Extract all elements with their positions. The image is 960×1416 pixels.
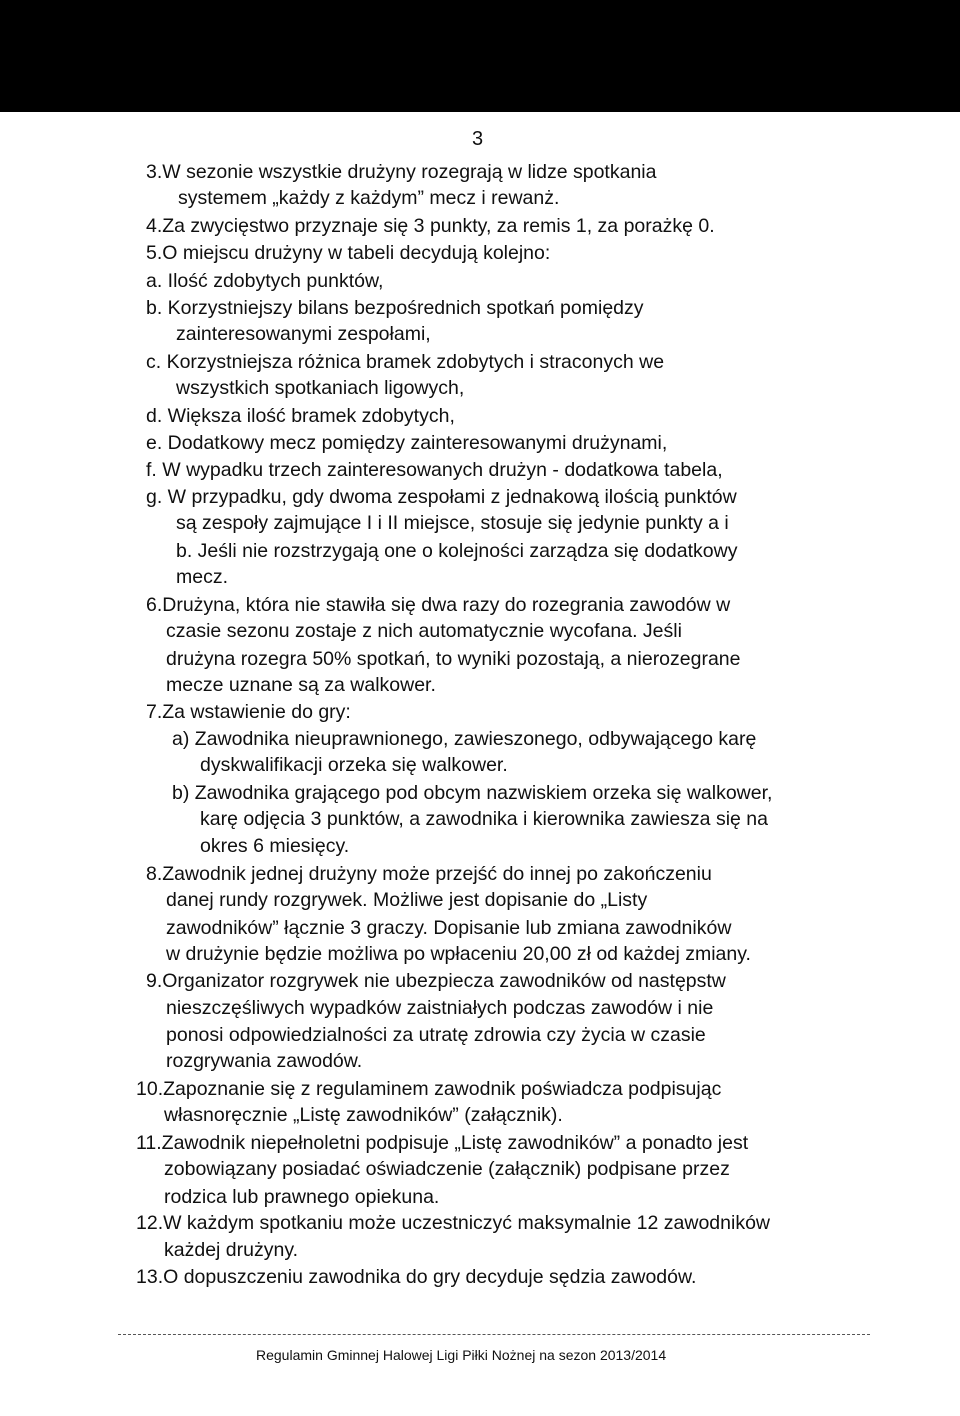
rule-9-line-3: ponosi odpowiedzialności za utratę zdrowia czy życia w czasie xyxy=(166,1024,706,1046)
rule-3-line-2: systemem „każdy z każdym” mecz i rewanż. xyxy=(178,187,560,209)
rule-5-line-1: 5.O miejscu drużyny w tabeli decydują kolejno: xyxy=(146,242,551,264)
rule-10-line-1: 10.Zapoznanie się z regulaminem zawodnik poświadcza podpisując xyxy=(136,1078,722,1100)
rule-12-line-2: każdej drużyny. xyxy=(164,1239,299,1261)
rule-9-line-4: rozgrywania zawodów. xyxy=(166,1050,363,1072)
rule-6-line-4: mecze uznane są za walkower. xyxy=(166,674,436,696)
rule-8-line-4: w drużynie będzie możliwa po wpłaceniu 20,00 zł od każdej zmiany. xyxy=(166,943,751,965)
rule-5b-line-2: zainteresowanymi zespołami, xyxy=(176,323,431,345)
rule-10-line-2: własnoręcznie „Listę zawodników” (załącznik). xyxy=(164,1104,563,1126)
rule-8-line-3: zawodników” łącznie 3 graczy. Dopisanie lub zmiana zawodników xyxy=(166,917,732,939)
rule-13-line-1: 13.O dopuszczeniu zawodnika do gry decyduje sędzia zawodów. xyxy=(136,1266,697,1288)
rule-9-line-2: nieszczęśliwych wypadków zaistniałych podczas zawodów i nie xyxy=(166,997,714,1019)
rule-5e-line-1: e. Dodatkowy mecz pomiędzy zainteresowanymi drużynami, xyxy=(146,432,668,454)
rule-5c-line-2: wszystkich spotkaniach ligowych, xyxy=(176,377,465,399)
rule-3-line-1: 3.W sezonie wszystkie drużyny rozegrają w lidze spotkania xyxy=(146,161,657,183)
rule-5a-line-1: a. Ilość zdobytych punktów, xyxy=(146,270,384,292)
rule-9-line-1: 9.Organizator rozgrywek nie ubezpiecza zawodników od następstw xyxy=(146,970,726,992)
rule-8-line-2: danej rundy rozgrywek. Możliwe jest dopisanie do „Listy xyxy=(166,889,648,911)
rule-5g-line-3: b. Jeśli nie rozstrzygają one o kolejności zarządza się dodatkowy xyxy=(176,540,738,562)
rule-5d-line-1: d. Większa ilość bramek zdobytych, xyxy=(146,405,455,427)
rule-11-line-3: rodzica lub prawnego opiekuna. xyxy=(164,1186,440,1208)
rule-5c-line-1: c. Korzystniejsza różnica bramek zdobytych i straconych we xyxy=(146,351,665,373)
rule-6-line-2: czasie sezonu zostaje z nich automatycznie wycofana. Jeśli xyxy=(166,620,682,642)
rule-5g-line-2: są zespoły zajmujące I i II miejsce, stosuje się jedynie punkty a i xyxy=(176,512,729,534)
rule-7b-line-2: karę odjęcia 3 punktów, a zawodnika i kierownika zawiesza się na xyxy=(200,808,768,830)
rule-11-line-1: 11.Zawodnik niepełnoletni podpisuje „Listę zawodników” a ponadto jest xyxy=(136,1132,749,1154)
footer-text: Regulamin Gminnej Halowej Ligi Piłki Nożnej na sezon 2013/2014 xyxy=(256,1347,667,1363)
rule-5f-line-1: f. W wypadku trzech zainteresowanych drużyn - dodatkowa tabela, xyxy=(146,459,723,481)
footer-divider xyxy=(118,1334,870,1335)
rule-7-line-1: 7.Za wstawienie do gry: xyxy=(146,701,351,723)
rule-5g-line-1: g. W przypadku, gdy dwoma zespołami z jednakową ilością punktów xyxy=(146,486,737,508)
document-page xyxy=(0,112,960,1416)
rule-11-line-2: zobowiązany posiadać oświadczenie (załącznik) podpisane przez xyxy=(164,1158,730,1180)
rule-12-line-1: 12.W każdym spotkaniu może uczestniczyć maksymalnie 12 zawodników xyxy=(136,1212,771,1234)
rule-7a-line-1: a) Zawodnika nieuprawnionego, zawieszonego, odbywającego karę xyxy=(172,728,757,750)
rule-7a-line-2: dyskwalifikacji orzeka się walkower. xyxy=(200,754,508,776)
page-number: 3 xyxy=(472,128,484,150)
rule-4-line-1: 4.Za zwycięstwo przyznaje się 3 punkty, za remis 1, za porażkę 0. xyxy=(146,215,715,237)
rule-6-line-3: drużyna rozegra 50% spotkań, to wyniki pozostają, a nierozegrane xyxy=(166,648,741,670)
rule-7b-line-3: okres 6 miesięcy. xyxy=(200,835,350,857)
rule-6-line-1: 6.Drużyna, która nie stawiła się dwa razy do rozegrania zawodów w xyxy=(146,594,731,616)
rule-7b-line-1: b) Zawodnika grającego pod obcym nazwiskiem orzeka się walkower, xyxy=(172,782,773,804)
rule-5b-line-1: b. Korzystniejszy bilans bezpośrednich spotkań pomiędzy xyxy=(146,297,644,319)
rule-8-line-1: 8.Zawodnik jednej drużyny może przejść do innej po zakończeniu xyxy=(146,863,712,885)
rule-5g-line-4: mecz. xyxy=(176,566,229,588)
